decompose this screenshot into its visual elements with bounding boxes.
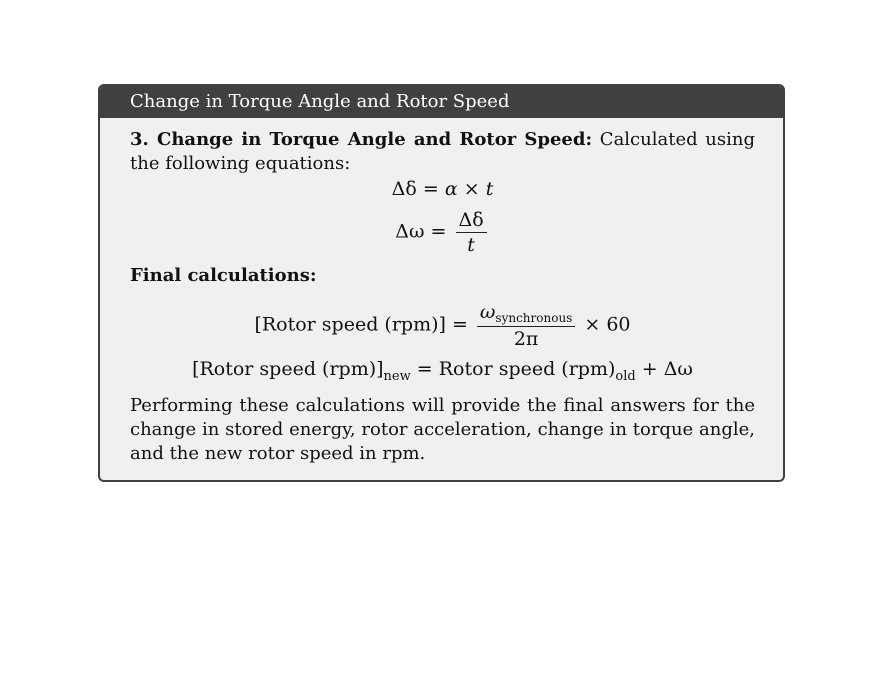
eq1-t: t: [485, 178, 494, 200]
eq4-rhs: Rotor speed (rpm): [438, 358, 616, 380]
eq3-lhs: [Rotor speed (rpm)]: [254, 313, 446, 336]
final-heading-paragraph: [130, 264, 755, 288]
final-heading: Final calculations:: [130, 265, 317, 286]
eq2-lhs: Δω: [395, 220, 425, 243]
intro-paragraph: [130, 128, 755, 176]
eq3-omega: ω: [479, 301, 496, 323]
equation-delta-delta: [130, 178, 755, 200]
eq2-fraction: [456, 208, 487, 257]
eq1-lhs: Δδ: [391, 178, 417, 200]
eq4-plus: +: [635, 358, 664, 380]
eq2-denominator: t: [467, 234, 475, 256]
eq2-equals: =: [424, 220, 453, 243]
eq1-equals: =: [416, 178, 445, 200]
intro-text: Calculated using the following equations:: [130, 129, 755, 174]
intro-heading: 3. Change in Torque Angle and Rotor Speed:: [130, 129, 593, 150]
eq3-equals: =: [445, 313, 474, 336]
eq3-numerator: [477, 300, 575, 327]
equation-rpm: [130, 300, 755, 351]
eq2-numerator: Δδ: [456, 208, 487, 233]
eq4-rhs-sub: old: [615, 369, 636, 384]
eq3-omega-sub: synchronous: [495, 311, 573, 325]
box-title: Change in Torque Angle and Rotor Speed: [100, 86, 783, 118]
equation-rpm-new: [130, 358, 755, 384]
eq4-lhs-sub: new: [383, 369, 411, 384]
eq1-alpha: α: [444, 178, 458, 200]
equation-delta-omega: [130, 208, 755, 257]
eq3-denominator: 2π: [513, 328, 539, 350]
eq4-lhs: [Rotor speed (rpm)]: [192, 358, 384, 380]
info-box: [98, 84, 785, 482]
eq3-times-60: × 60: [578, 313, 631, 336]
conclusion-paragraph: Performing these calculations will provide the final answers for the change in stored energy, rotor acceleration, change in torque angle, and the new rotor speed in rpm.: [130, 395, 755, 464]
eq1-times: ×: [457, 178, 486, 200]
eq4-delta-omega: Δω: [663, 358, 693, 380]
eq4-equals: =: [410, 358, 439, 380]
eq3-fraction: [477, 300, 575, 351]
